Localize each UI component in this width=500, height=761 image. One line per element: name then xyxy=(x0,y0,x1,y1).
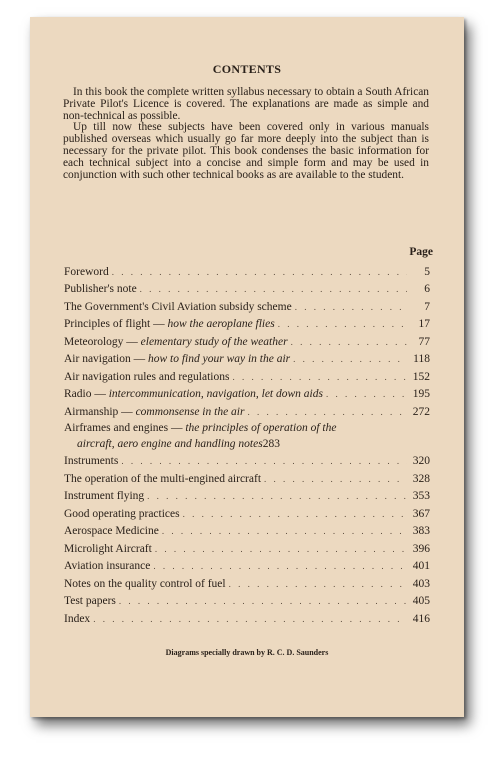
entry-title: Instrument flying xyxy=(64,490,145,502)
dot-leader xyxy=(119,595,407,607)
entry-title: Foreword xyxy=(64,265,109,278)
entry-title: Airframes and engines — xyxy=(64,421,183,434)
toc-entry xyxy=(64,383,430,401)
toc-entry xyxy=(64,418,430,450)
toc-entry xyxy=(64,502,430,520)
toc-entry xyxy=(64,572,430,590)
dot-leader xyxy=(183,508,407,520)
book-page xyxy=(30,17,464,717)
toc-entry xyxy=(64,520,430,538)
dot-leader xyxy=(326,388,407,400)
entry-page: 77 xyxy=(418,335,430,348)
entry-page: 353 xyxy=(412,490,430,502)
entry-page: 383 xyxy=(412,525,430,537)
dot-leader xyxy=(162,525,407,537)
entry-title: Aerospace Medicine xyxy=(64,525,159,537)
dot-leader xyxy=(229,578,407,590)
toc-entry xyxy=(64,348,430,366)
dot-leader xyxy=(155,543,407,555)
dot-leader xyxy=(112,266,407,278)
entry-subtitle: how the aeroplane flies xyxy=(167,318,275,330)
intro-paragraph-1: In this book the complete written syllabus necessary to obtain a South African Private Pilot's Licence is covered. The explanations are made as simple and non-technical as possible. xyxy=(63,86,429,122)
dot-leader xyxy=(295,301,407,313)
toc-entry xyxy=(64,278,430,296)
page-column-heading: Page xyxy=(409,246,433,258)
entry-title: Aviation insurance xyxy=(64,560,151,572)
entry-title: Publisher's note xyxy=(64,283,137,295)
entry-subtitle: the principles of operation of the xyxy=(185,421,337,434)
entry-page: 272 xyxy=(412,405,430,418)
entry-title: Air navigation — xyxy=(64,353,146,365)
dot-leader xyxy=(147,490,407,502)
toc-entry xyxy=(64,260,430,278)
entry-title: Instruments xyxy=(64,455,119,467)
toc-entry xyxy=(64,330,430,348)
entry-title: Air navigation rules and regulations xyxy=(64,370,230,383)
toc-entry xyxy=(64,295,430,313)
dot-leader xyxy=(140,283,407,295)
dot-leader xyxy=(232,371,407,383)
entry-title: Microlight Aircraft xyxy=(64,542,152,555)
diagram-credit: Diagrams specially drawn by R. C. D. Saunders xyxy=(165,648,329,657)
entry-title: Notes on the quality control of fuel xyxy=(64,577,226,590)
entry-subtitle: how to find your way in the air xyxy=(148,353,291,365)
entry-title: Test papers xyxy=(64,595,116,607)
entry-title: Index xyxy=(64,612,91,625)
entry-page: 283 xyxy=(262,437,280,450)
entry-page: 403 xyxy=(412,577,430,590)
toc-entry xyxy=(64,485,430,503)
entry-page: 17 xyxy=(418,318,430,330)
toc-entry xyxy=(64,555,430,573)
entry-title: The operation of the multi-engined aircraft xyxy=(64,472,262,485)
dot-leader xyxy=(153,560,407,572)
entry-subtitle: elementary study of the weather xyxy=(140,335,288,348)
entry-page: 405 xyxy=(412,595,430,607)
entry-subtitle: intercommunication, navigation, let down aids xyxy=(108,388,323,400)
dot-leader xyxy=(293,353,407,365)
table-of-contents xyxy=(64,260,430,625)
entry-page: 401 xyxy=(412,560,430,572)
entry-subtitle: commonsense in the air xyxy=(135,405,245,418)
dot-leader xyxy=(291,336,407,348)
entry-page: 416 xyxy=(412,612,430,625)
dot-leader xyxy=(278,318,407,330)
toc-entry xyxy=(64,313,430,331)
toc-entry xyxy=(64,365,430,383)
toc-entry xyxy=(64,590,430,608)
dot-leader xyxy=(264,473,407,485)
entry-title: The Government's Civil Aviation subsidy scheme xyxy=(64,300,292,313)
entry-page: 195 xyxy=(412,388,430,400)
dot-leader xyxy=(247,406,407,418)
intro-paragraph-2: Up till now these subjects have been covered only in various manuals published overseas which usually go far more deeply into the subject than is necessary for the private pilot. This book condenses the basic information for each technical subject into a concise and simple form and may be used in conjunction with such other technical books as are available to the student. xyxy=(63,121,429,181)
entry-page: 6 xyxy=(424,283,430,295)
toc-entry xyxy=(64,467,430,485)
intro-text xyxy=(63,87,429,181)
entry-page: 367 xyxy=(412,507,430,520)
entry-page: 7 xyxy=(424,300,430,313)
toc-entry xyxy=(64,400,430,418)
entry-page: 328 xyxy=(412,472,430,485)
toc-entry xyxy=(64,607,430,625)
dot-leader xyxy=(93,613,407,625)
dot-leader xyxy=(121,455,407,467)
entry-title: Airmanship — xyxy=(64,405,133,418)
entry-page: 118 xyxy=(413,353,430,365)
toc-entry xyxy=(64,450,430,468)
entry-page: 320 xyxy=(412,455,430,467)
entry-page: 152 xyxy=(412,370,430,383)
contents-title: CONTENTS xyxy=(212,62,282,76)
entry-title: Principles of flight — xyxy=(64,318,165,330)
entry-page: 396 xyxy=(412,542,430,555)
entry-title: Good operating practices xyxy=(64,507,180,520)
entry-subtitle-continued: aircraft, aero engine and handling notes xyxy=(77,437,263,450)
entry-page: 5 xyxy=(424,265,430,278)
entry-title: Radio — xyxy=(64,388,106,400)
entry-title: Meteorology — xyxy=(64,335,138,348)
toc-entry xyxy=(64,537,430,555)
